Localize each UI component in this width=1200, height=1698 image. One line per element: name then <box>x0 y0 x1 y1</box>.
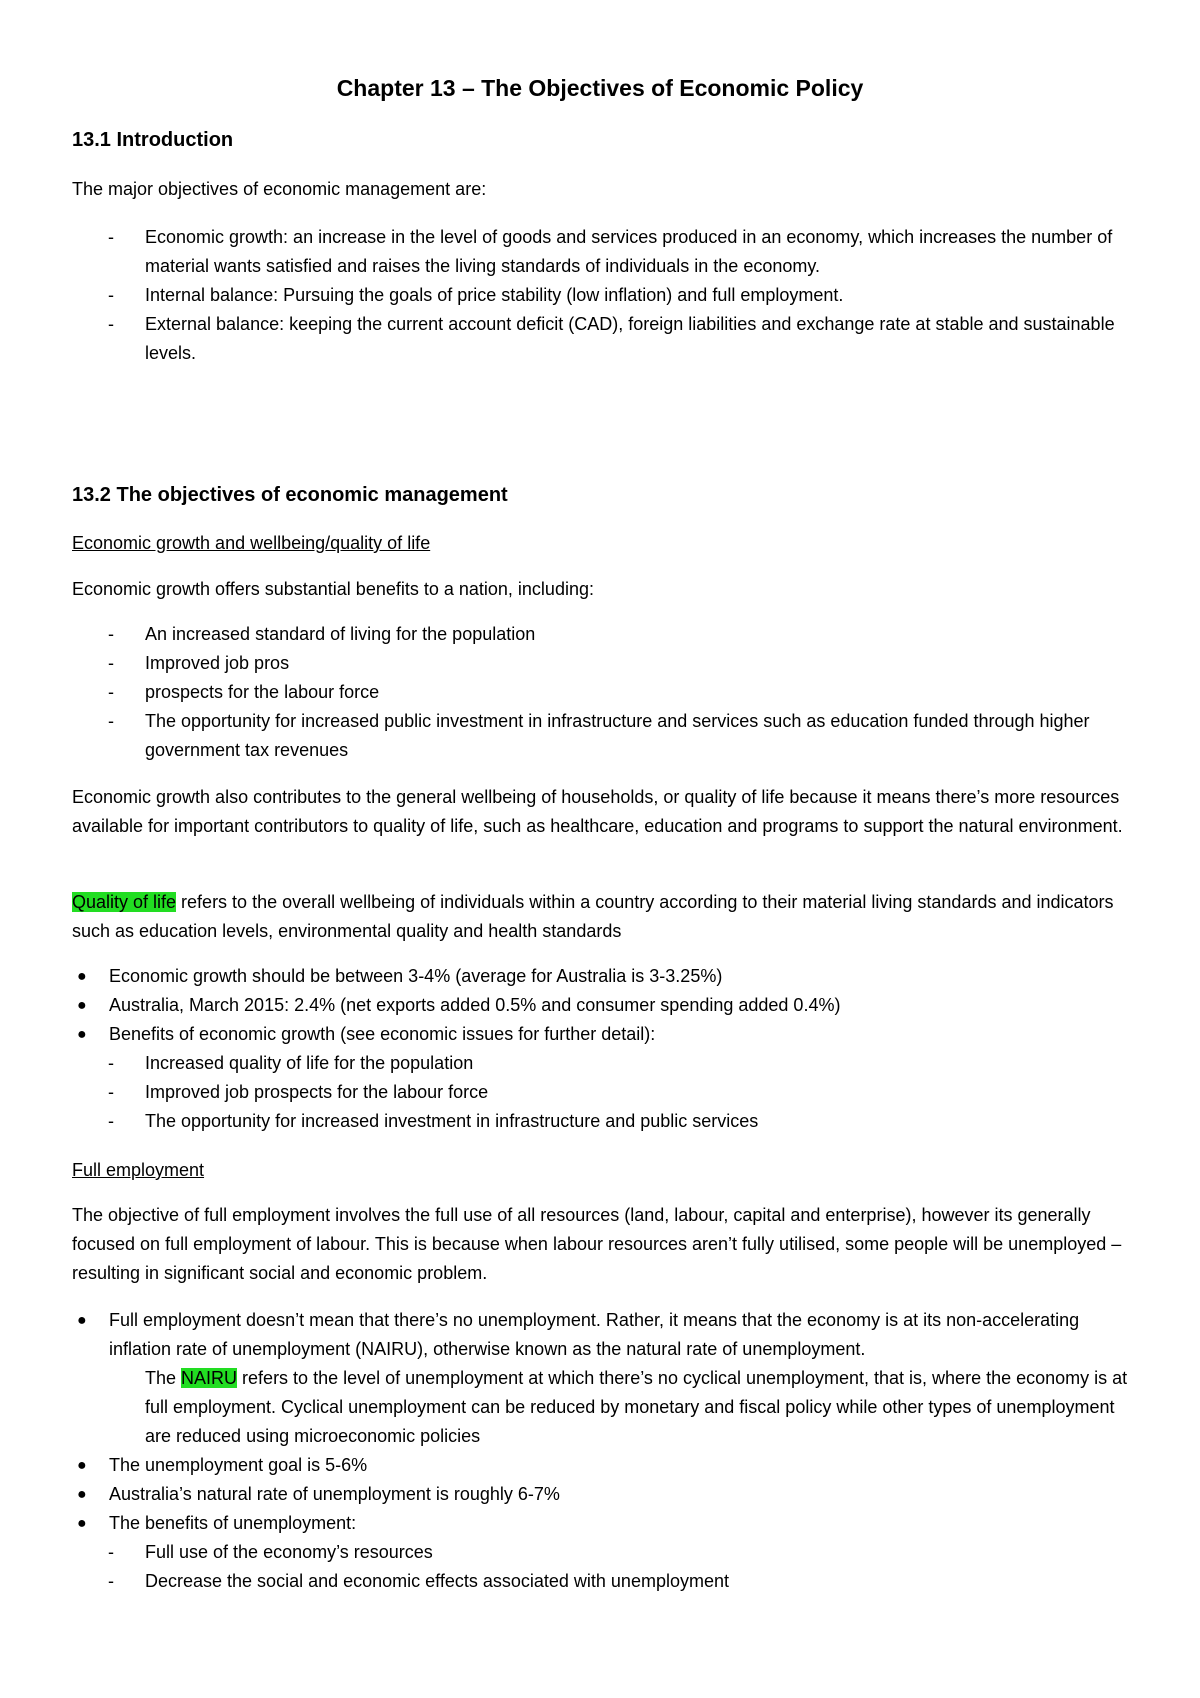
list-item <box>72 310 1132 368</box>
bullet-item <box>72 1451 1132 1480</box>
dash-marker: - <box>108 227 114 247</box>
list-item-text: Internal balance: Pursuing the goals of price stability (low inflation) and full employment. <box>145 285 844 305</box>
bullet-item <box>72 1306 1132 1364</box>
dash-marker: - <box>108 653 114 673</box>
list-item-text: Economic growth: an increase in the level of goods and services produced in an economy, which increases the number of material wants satisfied and raises the living standards of individuals in the economy. <box>145 227 1113 276</box>
subheading-economic-growth: Economic growth and wellbeing/quality of life <box>72 533 431 553</box>
employment-bullets <box>72 1306 1132 1596</box>
list-item <box>72 707 1132 765</box>
list-item-text: The opportunity for increased investment in infrastructure and public services <box>145 1111 759 1131</box>
list-item <box>72 1538 1132 1567</box>
growth-intro-block <box>72 575 1132 604</box>
growth-benefits-list <box>72 620 1132 765</box>
bullet-marker: ● <box>77 1312 87 1329</box>
bullet-text: Australia, March 2015: 2.4% (net exports added 0.5% and consumer spending added 0.4%) <box>109 995 841 1015</box>
list-item <box>72 1567 1132 1596</box>
intro-text: The major objectives of economic management are: <box>72 179 487 199</box>
bullet-marker: ● <box>77 1026 87 1043</box>
list-item-text: Improved job pros <box>145 653 290 673</box>
list-item-text: Decrease the social and economic effects associated with unemployment <box>145 1571 729 1591</box>
dash-marker: - <box>108 624 114 644</box>
list-item <box>72 1107 1132 1136</box>
nairu-definition-rest: refers to the level of unemployment at which there’s no cyclical unemployment, that is, where the economy is at full employment. Cyclical unemployment can be reduced by monetary and fiscal policy while other types of unemployment are reduced using microeconomic policies <box>145 1368 1128 1446</box>
section-introduction <box>72 126 1132 154</box>
intro-paragraph <box>72 175 1132 204</box>
section-heading-objectives: 13.2 The objectives of economic management <box>72 484 508 506</box>
list-item <box>72 620 1132 649</box>
bullet-marker: ● <box>77 1486 87 1503</box>
bullet-item <box>72 1509 1132 1538</box>
dash-marker: - <box>108 1053 114 1073</box>
chapter-title: Chapter 13 – The Objectives of Economic Policy <box>336 75 864 101</box>
dash-marker: - <box>108 1082 114 1102</box>
list-item-text: Full use of the economy’s resources <box>145 1542 433 1562</box>
growth-intro-text: Economic growth offers substantial benefits to a nation, including: <box>72 579 594 599</box>
list-item-text: prospects for the labour force <box>145 682 380 702</box>
dash-marker: - <box>108 1111 114 1131</box>
bullet-item <box>72 1020 1132 1049</box>
growth-bullets <box>72 962 1132 1136</box>
employment-subheading-block <box>72 1156 1132 1185</box>
bullet-text: Economic growth should be between 3-4% (average for Australia is 3-3.25%) <box>109 966 723 986</box>
objectives-list <box>72 223 1132 368</box>
bullet-item <box>72 1480 1132 1509</box>
subheading-full-employment: Full employment <box>72 1160 205 1180</box>
bullet-text: The unemployment goal is 5-6% <box>109 1455 368 1475</box>
dash-marker: - <box>108 711 114 731</box>
bullet-marker: ● <box>77 1515 87 1532</box>
wellbeing-paragraph <box>72 783 1132 841</box>
highlighted-term-nairu: NAIRU <box>181 1368 238 1388</box>
qol-definition <box>72 888 1132 946</box>
highlighted-term-quality-of-life: Quality of life <box>72 892 177 912</box>
dash-marker: - <box>108 1571 114 1591</box>
qol-definition-rest: refers to the overall wellbeing of individuals within a country according to their material living standards and indicators such as education levels, environmental quality and health standards <box>72 892 1114 941</box>
bullet-marker: ● <box>77 968 87 985</box>
employment-paragraph <box>72 1201 1132 1288</box>
bullet-marker: ● <box>77 997 87 1014</box>
bullet-text: The benefits of unemployment: <box>109 1513 357 1533</box>
bullet-text: Full employment doesn’t mean that there’s no unemployment. Rather, it means that the economy is at its non-accelerating inflation rate of unemployment (NAIRU), otherwise known as the natural rate of unemployment. <box>109 1310 1080 1359</box>
list-item-text: An increased standard of living for the population <box>145 624 536 644</box>
bullet-marker: ● <box>77 1457 87 1474</box>
list-item <box>72 678 1132 707</box>
list-item-text: External balance: keeping the current account deficit (CAD), foreign liabilities and exchange rate at stable and sustainable levels. <box>145 314 1115 363</box>
employment-text: The objective of full employment involves the full use of all resources (land, labour, capital and enterprise), however its generally focused on full employment of labour. This is because when labour resources aren’t fully utilised, some people will be unemployed – resulting in significant social and economic problem. <box>72 1205 1122 1283</box>
list-item-text: Increased quality of life for the population <box>145 1053 474 1073</box>
growth-subheading-block <box>72 529 1132 558</box>
list-item <box>72 1078 1132 1107</box>
dash-marker: - <box>108 1542 114 1562</box>
section-heading-introduction: 13.1 Introduction <box>72 129 234 151</box>
nairu-definition <box>72 1364 1132 1451</box>
qol-definition-text <box>72 888 1132 946</box>
list-item <box>72 649 1132 678</box>
list-item <box>72 223 1132 281</box>
list-item <box>72 1049 1132 1078</box>
bullet-text: Australia’s natural rate of unemployment is roughly 6-7% <box>109 1484 560 1504</box>
list-item-text: The opportunity for increased public investment in infrastructure and services such as education funded through higher government tax revenues <box>145 711 1090 760</box>
nairu-prefix: The <box>145 1368 182 1388</box>
wellbeing-text: Economic growth also contributes to the general wellbeing of households, or quality of life because it means there’s more resources available for important contributors to quality of life, such as healthcare, education and programs to support the natural environment. <box>72 787 1123 836</box>
bullet-item <box>72 962 1132 991</box>
dash-marker: - <box>108 285 114 305</box>
bullet-item <box>72 991 1132 1020</box>
list-item-text: Improved job prospects for the labour force <box>145 1082 489 1102</box>
list-item <box>72 281 1132 310</box>
dash-marker: - <box>108 314 114 334</box>
dash-marker: - <box>108 682 114 702</box>
bullet-text: Benefits of economic growth (see economic issues for further detail): <box>109 1024 656 1044</box>
section-objectives <box>72 481 1132 509</box>
